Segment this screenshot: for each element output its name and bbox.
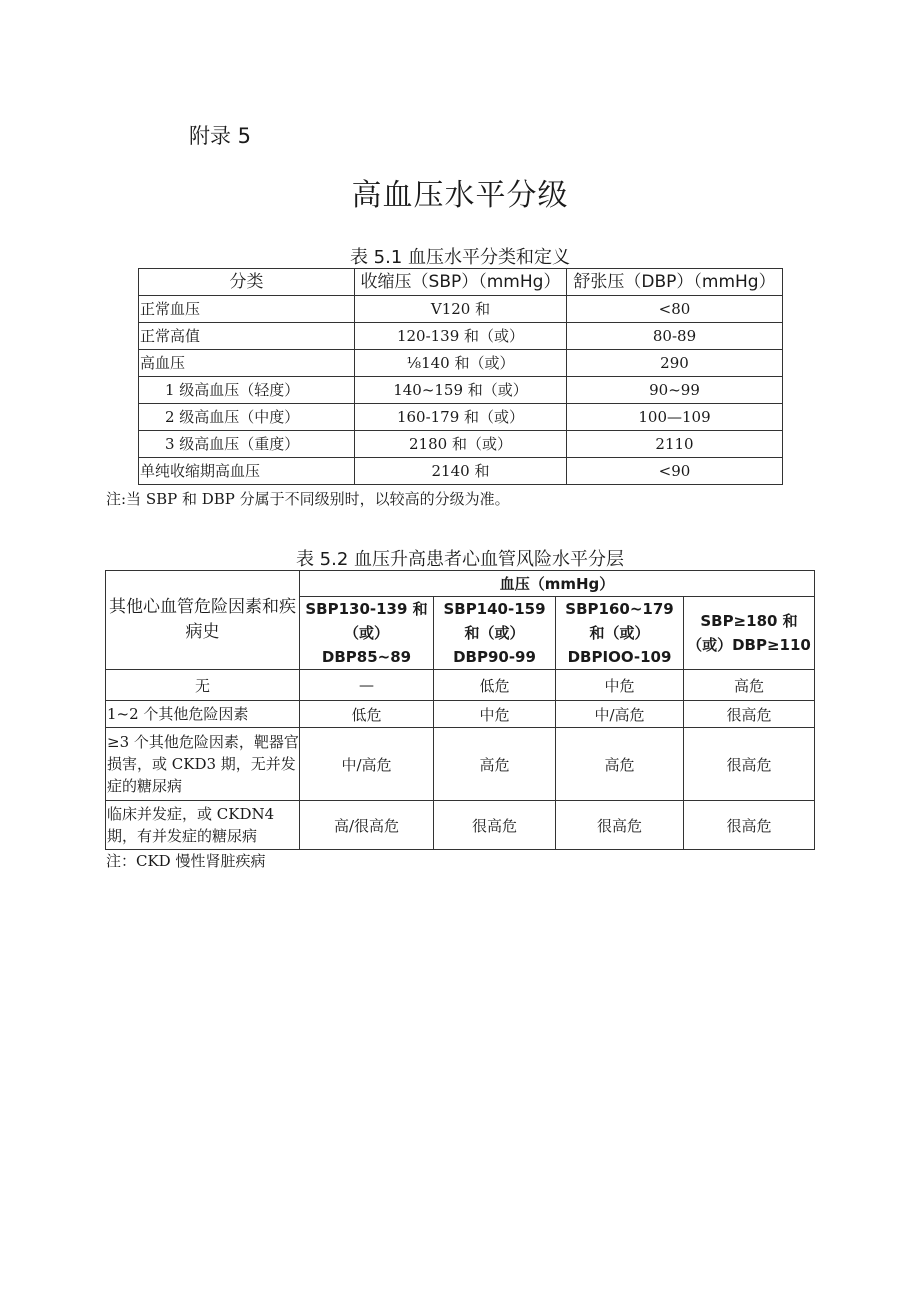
table-header-row [106, 571, 815, 597]
table-row [106, 801, 815, 850]
header-category: 分类 [139, 269, 355, 296]
category-cell: 1 级高血压（轻度） [139, 377, 355, 404]
bp-classification-table [138, 268, 783, 485]
header-sbp: 收缩压（SBP）（mmHg） [355, 269, 567, 296]
risk-level-cell: 很高危 [684, 728, 815, 801]
dbp-cell: <90 [567, 458, 783, 485]
sbp-cell: 2140 和 [355, 458, 567, 485]
category-cell: 高血压 [139, 350, 355, 377]
table-row [139, 404, 783, 431]
risk-level-cell: 低危 [434, 670, 556, 701]
risk-level-cell: — [300, 670, 434, 701]
table-row [139, 296, 783, 323]
category-cell: 3 级高血压（重度） [139, 431, 355, 458]
header-dbp: 舒张压（DBP）（mmHg） [567, 269, 783, 296]
category-cell: 正常高值 [139, 323, 355, 350]
risk-level-cell: 中/高危 [300, 728, 434, 801]
dbp-cell: 2110 [567, 431, 783, 458]
risk-factor-cell: ≥3 个其他危险因素，靶器官损害，或 CKD3 期，无并发症的糖尿病 [106, 728, 300, 801]
risk-level-cell: 很高危 [684, 801, 815, 850]
risk-level-cell: 低危 [300, 701, 434, 728]
sbp-cell: 140~159 和（或） [355, 377, 567, 404]
risk-level-cell: 很高危 [434, 801, 556, 850]
dbp-cell: 80-89 [567, 323, 783, 350]
risk-factor-cell: 无 [106, 670, 300, 701]
cv-risk-stratification-table [105, 570, 815, 850]
category-cell: 单纯收缩期高血压 [139, 458, 355, 485]
sbp-cell: 2180 和（或） [355, 431, 567, 458]
category-cell: 2 级高血压（中度） [139, 404, 355, 431]
bp-column-header: SBP≥180 和（或）DBP≥110 [684, 597, 815, 670]
risk-level-cell: 高危 [556, 728, 684, 801]
bp-group-header: 血压（mmHg） [300, 571, 815, 597]
table-row [139, 377, 783, 404]
dbp-cell: 100—109 [567, 404, 783, 431]
sbp-cell: 120-139 和（或） [355, 323, 567, 350]
table2-note: 注：CKD 慢性肾脏疾病 [106, 852, 266, 870]
category-cell: 正常血压 [139, 296, 355, 323]
risk-level-cell: 高危 [684, 670, 815, 701]
table-row [106, 728, 815, 801]
table-row [139, 458, 783, 485]
risk-level-cell: 中危 [556, 670, 684, 701]
risk-level-cell: 很高危 [556, 801, 684, 850]
risk-level-cell: 中危 [434, 701, 556, 728]
table1-note: 注:当 SBP 和 DBP 分属于不同级别时，以较高的分级为准。 [106, 490, 510, 508]
bp-column-header: SBP130-139 和（或）DBP85~89 [300, 597, 434, 670]
bp-column-header: SBP140-159 和（或）DBP90-99 [434, 597, 556, 670]
table-row [139, 350, 783, 377]
dbp-cell: 90~99 [567, 377, 783, 404]
risk-level-cell: 很高危 [684, 701, 815, 728]
appendix-label: 附录 5 [189, 124, 252, 148]
page-title: 高血压水平分级 [351, 178, 569, 213]
risk-level-cell: 高危 [434, 728, 556, 801]
sbp-cell: 160-179 和（或） [355, 404, 567, 431]
table2-caption: 表 5.2 血压升高患者心血管风险水平分层 [295, 549, 625, 570]
risk-factor-header: 其他心血管危险因素和疾病史 [106, 571, 300, 670]
table-row [106, 701, 815, 728]
table-row [106, 670, 815, 701]
risk-factor-cell: 1~2 个其他危险因素 [106, 701, 300, 728]
dbp-cell: <80 [567, 296, 783, 323]
risk-level-cell: 高/很高危 [300, 801, 434, 850]
sbp-cell: ⅛140 和（或） [355, 350, 567, 377]
table-row [139, 323, 783, 350]
table-row [139, 431, 783, 458]
bp-column-header: SBP160~179 和（或）DBPIOO-109 [556, 597, 684, 670]
table1-caption: 表 5.1 血压水平分类和定义 [349, 247, 571, 268]
table-header-row [139, 269, 783, 296]
risk-level-cell: 中/高危 [556, 701, 684, 728]
dbp-cell: 290 [567, 350, 783, 377]
risk-factor-cell: 临床并发症，或 CKDN4 期，有并发症的糖尿病 [106, 801, 300, 850]
sbp-cell: V120 和 [355, 296, 567, 323]
